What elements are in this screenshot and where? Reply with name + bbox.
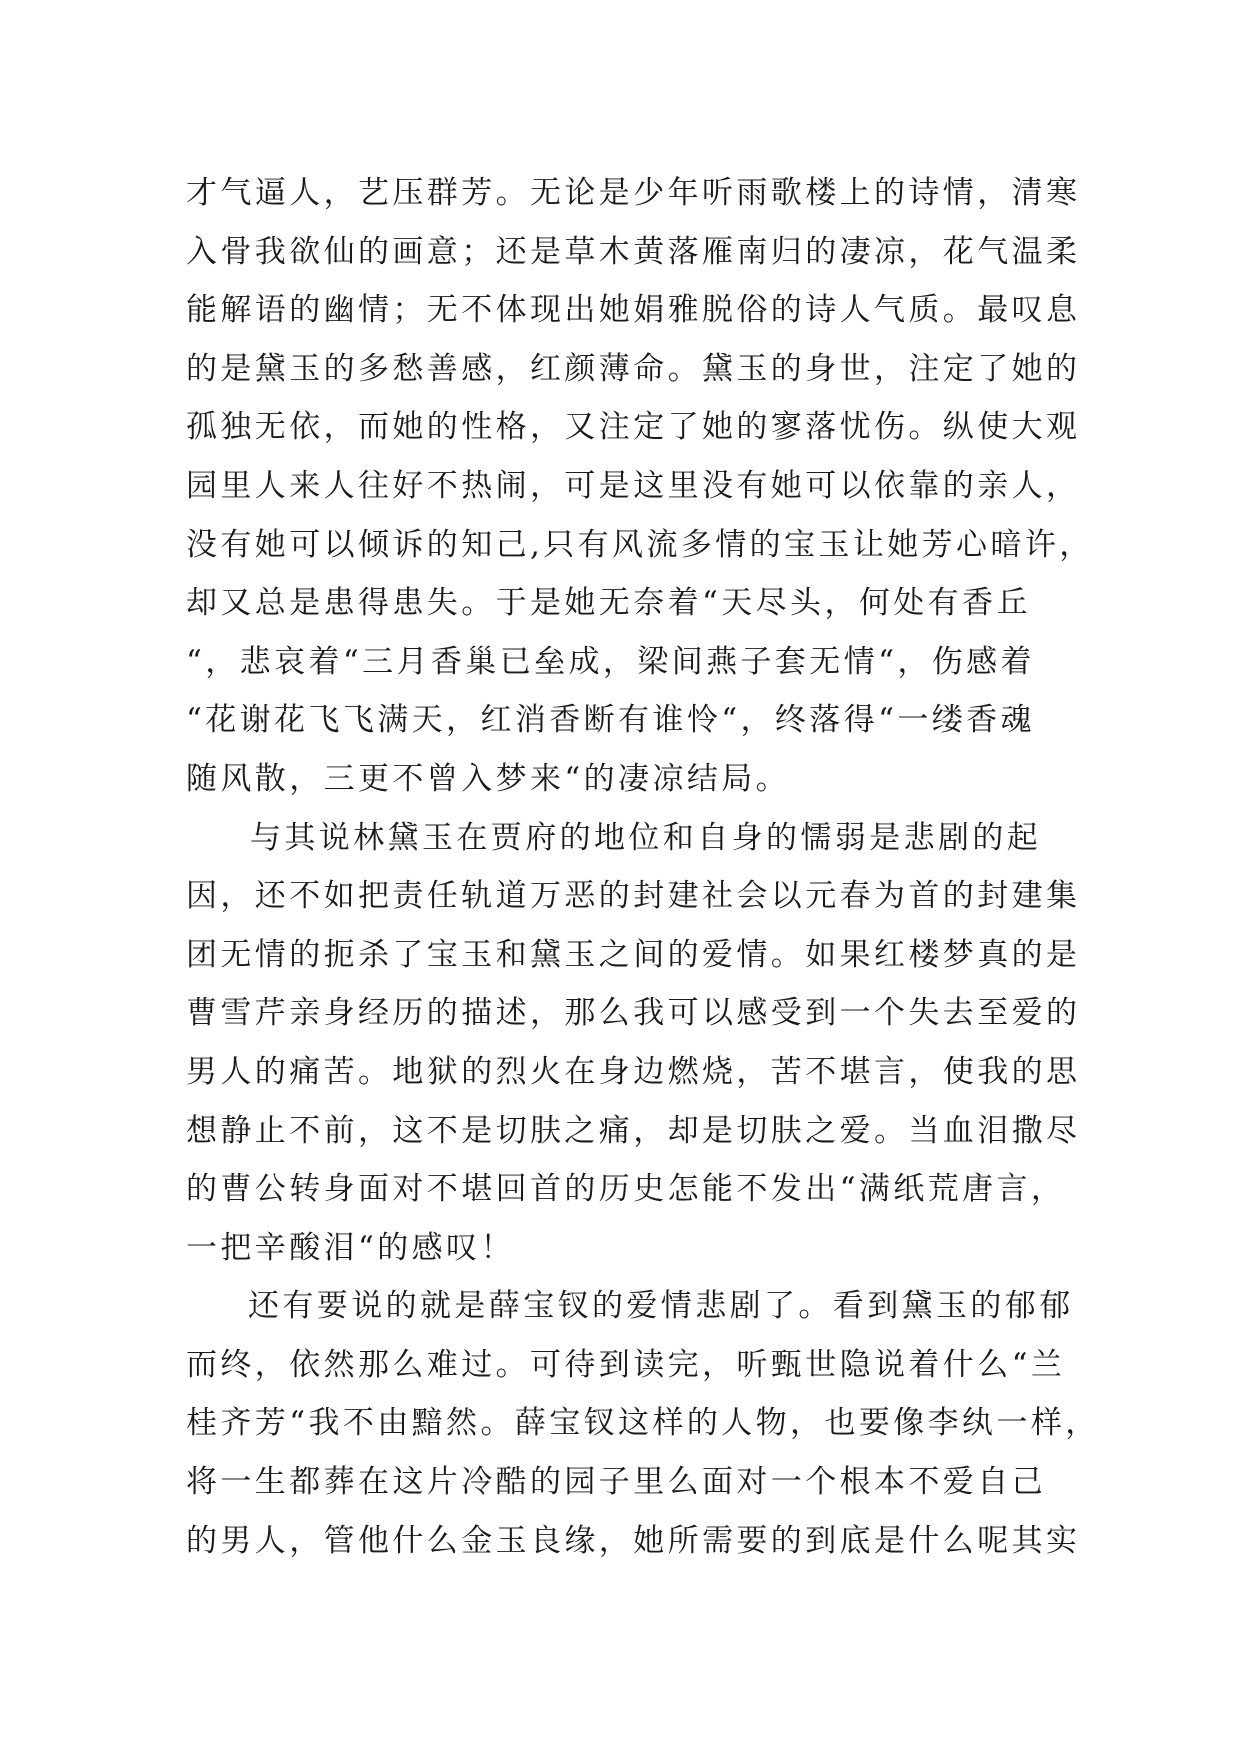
text-line: 团无情的扼杀了宝玉和黛玉之间的爱情。如果红楼梦真的是	[186, 936, 1081, 973]
text-line: 想静止不前，这不是切肤之痛，却是切肤之爱。当血泪撒尽	[186, 1112, 1081, 1149]
text-line: 才气逼人，艺压群芳。无论是少年听雨歌楼上的诗情，清寒	[186, 175, 1081, 211]
text-line: 没有她可以倾诉的知己,只有风流多情的宝玉让她芳心暗许，	[186, 526, 1094, 563]
text-line: 因，还不如把责任轨道万恶的封建社会以元春为首的封建集	[186, 878, 1081, 915]
text-line: 还有要说的就是薛宝钗的爱情悲剧了。看到黛玉的郁郁	[248, 1288, 1074, 1325]
text-line: 园里人来人往好不热闹，可是这里没有她可以依靠的亲人，	[186, 467, 1081, 504]
text-line: “花谢花飞飞满天，红消香断有谁怜“，终落得“一缕香魂	[186, 702, 1035, 739]
text-line: 却又总是患得患失。于是她无奈着“天尽头，何处有香丘	[186, 585, 1031, 622]
text-line: 一把辛酸泪“的感叹！	[186, 1229, 515, 1266]
text-line: 能解语的幽情；无不体现出她娟雅脱俗的诗人气质。最叹息	[186, 292, 1081, 329]
text-line: 的男人，管他什么金玉良缘，她所需要的到底是什么呢其实	[186, 1522, 1081, 1559]
document-body	[186, 164, 1100, 1570]
text-line: 的曹公转身面对不堪回首的历史怎能不发出“满纸荒唐言，	[186, 1171, 1066, 1208]
text-line: 男人的痛苦。地狱的烈火在身边燃烧，苦不堪言，使我的思	[186, 1053, 1081, 1090]
paragraph-3	[186, 1277, 1100, 1570]
paragraph-2	[186, 809, 1081, 1278]
text-line: 入骨我欲仙的画意；还是草木黄落雁南归的凄凉，花气温柔	[186, 233, 1081, 270]
text-line: 桂齐芳“我不由黯然。薛宝钗这样的人物，也要像李纨一样，	[186, 1405, 1100, 1442]
text-line: 将一生都葬在这片冷酷的园子里么面对一个根本不爱自己	[186, 1464, 1046, 1501]
text-line: 而终，依然那么难过。可待到读完，听甄世隐说着什么“兰	[186, 1346, 1066, 1383]
text-line: 与其说林黛玉在贾府的地位和自身的懦弱是悲剧的起	[250, 819, 1042, 856]
paragraph-1	[186, 164, 1094, 809]
text-line: 曹雪芹亲身经历的描述，那么我可以感受到一个失去至爱的	[186, 995, 1081, 1032]
text-line: “，悲哀着“三月香巢已垒成，梁间燕子套无情“，伤感着	[186, 643, 1035, 680]
text-line: 的是黛玉的多愁善感，红颜薄命。黛玉的身世，注定了她的	[186, 350, 1081, 387]
text-line: 孤独无依，而她的性格，又注定了她的寥落忧伤。纵使大观	[186, 409, 1081, 446]
text-line: 随风散，三更不曾入梦来“的凄凉结局。	[186, 760, 791, 797]
